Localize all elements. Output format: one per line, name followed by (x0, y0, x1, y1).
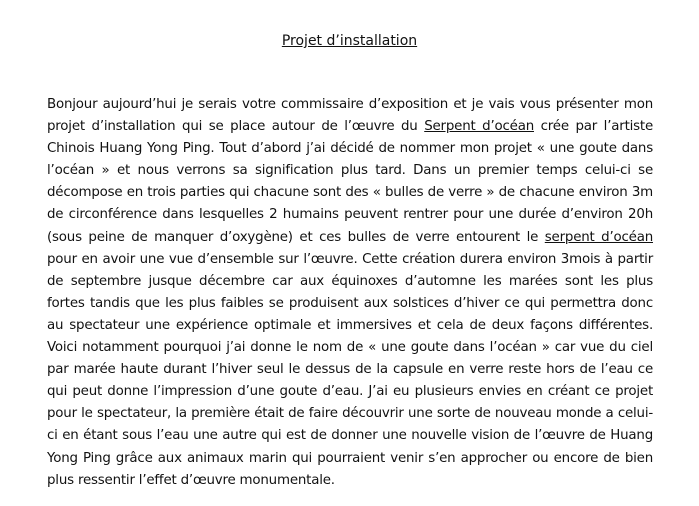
artwork-title-underlined: Serpent d’océan (424, 119, 534, 135)
paragraph-text-part-2: crée par l’artiste Chinois Huang Yong Ping. Tout d’abord j’ai décidé de nommer mon projet « une goute dans l’océan » et nous verrons sa signification plus tard. Dans un premier temps celui-ci se décompose en trois parties qui chacune sont des « bulles de verre » de chacune environ 3m de circonférence dans lesquelles 2 humains peuvent rentrer pour une durée d’environ 20h (sous peine de manquer d’oxygène) et ces bulles de verre entourent le (47, 119, 654, 245)
body-paragraph (47, 94, 653, 492)
paragraph-text-part-1: Bonjour aujourd’hui je serais votre commissaire d’exposition et je vais vous présenter mon projet d’installation qui se place autour de l’œuvre du (47, 97, 653, 135)
artwork-name-underlined: serpent d’océan (544, 229, 653, 245)
document-title: Projet d’installation (281, 33, 418, 49)
paragraph-text-part-3: pour en avoir une vue d’ensemble sur l’œuvre. Cette création durera environ 3mois à partir de septembre jusque décembre car aux équinoxes d’automne les marées sont les plus fortes tandis que les plus faibles se produisent aux solstices d’hiver ce qui permettra donc au spectateur une expérience optimale et immersives et cela de deux façons différentes. Voici notamment pourquoi j’ai donne le nom de « une goute dans l’océan » car vue du ciel par marée haute durant l’hiver seul le dessus de la capsule en verre reste hors de l’eau ce qui peut donne l’impression d’une goute d’eau. J’ai eu plusieurs envies en créant ce projet pour le spectateur, la première était de faire découvrir une sorte de nouveau monde a celui-ci en étant sous l’eau une autre qui est de donner une nouvelle vision de l’œuvre de Huang Yong Ping grâce aux animaux marin qui pourraient venir s’en approcher ou encore de bien plus ressentir l’effet d’œuvre monumentale. (47, 251, 653, 488)
